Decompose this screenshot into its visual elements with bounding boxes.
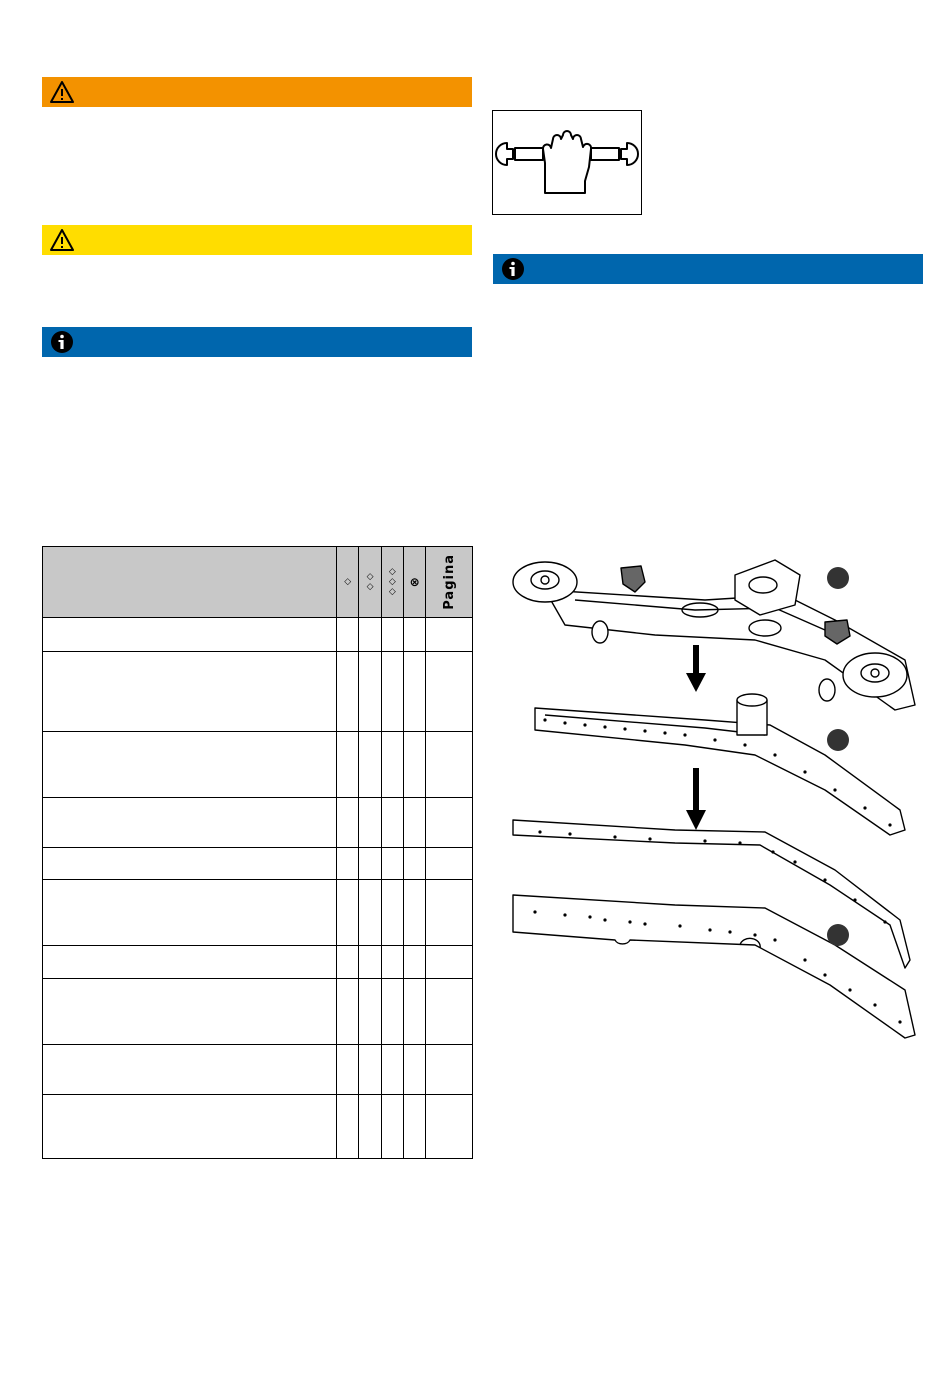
table-row [43,848,473,880]
squeegee-exploded-drawing [505,540,925,1050]
diamond-symbol-3: ◇ ◇ ◇ [388,567,396,597]
table-row [43,732,473,798]
table-row [43,1095,473,1159]
diamond-symbol-2: ◇ ◇ [366,572,374,592]
table-row [43,880,473,946]
info-icon [501,257,525,281]
table-row [43,798,473,848]
page-column-label: Pagina [441,554,457,610]
front-blade [513,820,910,968]
figure-callout-1 [827,567,849,589]
header-interval-2 [359,547,381,618]
diamond-symbol-1: ◇ [344,577,352,587]
squeegee-frame-assembly [513,560,915,710]
table-header-row [43,547,473,618]
maintenance-table [42,546,473,1159]
figure-callout-2 [827,729,849,751]
header-description [43,547,337,618]
warning-triangle-icon [50,228,74,252]
table-row [43,1045,473,1095]
caution-warning-bar [42,225,472,255]
info-note-bar [42,327,472,357]
info-note-bar-right [493,254,923,284]
danger-warning-bar [42,77,472,107]
down-arrow-2 [686,768,706,830]
header-interval-4 [403,547,425,618]
table-row [43,979,473,1045]
table-row [43,652,473,732]
cross-circle-symbol: ⊗ [409,575,420,589]
info-icon [50,330,74,354]
down-arrow-1 [686,645,706,692]
figure-callout-3 [827,924,849,946]
table-row [43,618,473,652]
tool-symbol-box [492,110,642,215]
table-row [43,946,473,979]
warning-triangle-icon [50,80,74,104]
wrench-hand-icon [493,111,641,214]
squeegee-body [535,694,905,835]
header-interval-3 [381,547,403,618]
rear-blade [513,895,915,1038]
header-interval-1 [337,547,359,618]
header-page [426,547,473,618]
